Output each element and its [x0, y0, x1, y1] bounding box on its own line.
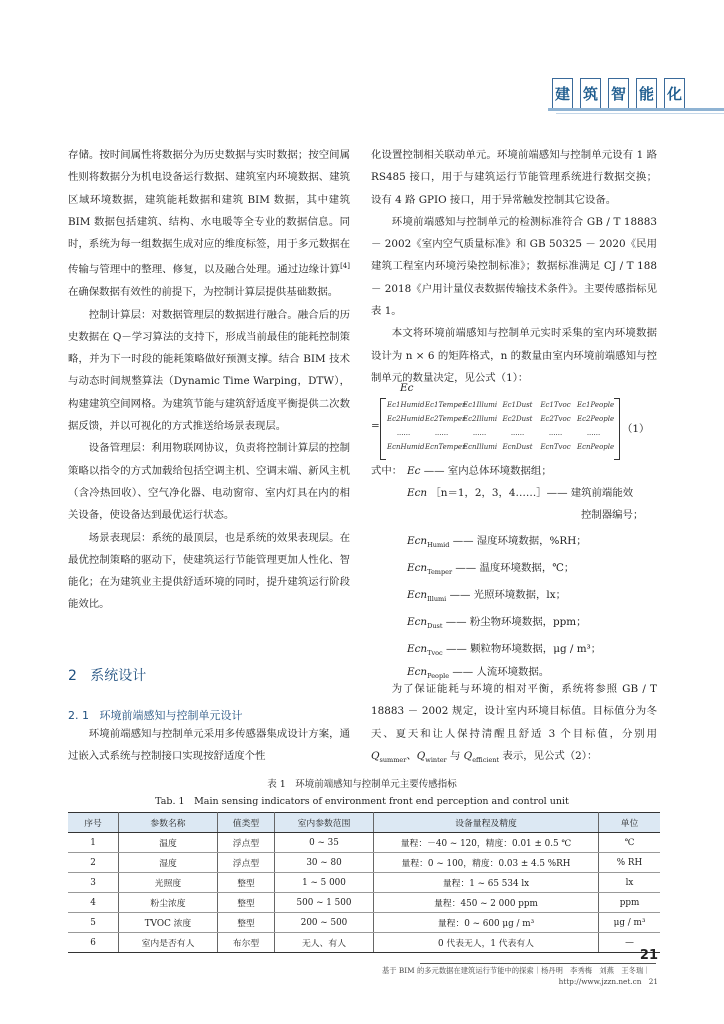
- matrix-cell: Ec1People: [577, 401, 615, 409]
- table-cell: 布尔型: [218, 933, 275, 953]
- table-cell: 光照度: [119, 873, 218, 893]
- matrix-cell: Ec2Humid: [387, 415, 425, 423]
- table-cell: 4: [68, 893, 119, 913]
- journal-char: 筑: [580, 78, 601, 110]
- table-cell: 0 代表无人，1 代表有人: [374, 933, 599, 953]
- paragraph: 存储。按时间属性将数据分为历史数据与实时数据；按空间属性则将数据分为机电设备运行数据、建筑室内环境数据、建筑区域环境数据，建筑能耗数据和建筑 BIM 数据，其中建筑 BIM 数据包括建筑、结构、水电暖等全专业的数据信息。同时，系统为每一组数据生成对应的维度标签，用于多元数据在传输与管理中的整理、修复，以及融合处理。通过边缘计算[4]在确保数据有效性的前提下，为控制计算层提供基础数据。: [68, 149, 350, 299]
- matrix-cell: EcnPeople: [577, 443, 615, 451]
- equation-number: （1）: [622, 423, 650, 435]
- matrix-cell: EcnIllumi: [463, 443, 498, 451]
- table-cell: 2: [68, 853, 119, 873]
- paragraph: 本文将环境前端感知与控制单元实时采集的室内环境数据设计为 n × 6 的矩阵格式，n 的数量由室内环境前端感知与控制单元的数量决定，见公式（1）：: [371, 327, 657, 384]
- definition-item: Ec —— 室内总体环境数据组；: [407, 465, 552, 477]
- table-cell: 1 ~ 5 000: [275, 873, 374, 893]
- paragraph: 设备管理层：利用物联网协议，负责将控制计算层的控制策略以指令的方式加载给包括空调主机、空调末端、新风主机（含冷热回收）、空气净化器、电动窗帘、室内灯具在内的相关设备，使设备达到最优运行状态。: [68, 442, 350, 522]
- table-cell: 量程：1 ~ 65 534 lx: [374, 873, 599, 893]
- column-header: 序号: [68, 813, 119, 833]
- paragraph: 场景表现层：系统的最顶层，也是系统的效果表现层。在最优控制策略的驱动下，使建筑运行节能管理更加人性化、智能化；在为建筑业主提供舒适环境的同时，提升建筑运行阶段能效比。: [68, 531, 350, 611]
- table-cell: TVOC 浓度: [119, 913, 218, 933]
- paragraph: 化设置控制相关联动单元。环境前端感知与控制单元设有 1 路 RS485 接口，用于与建筑运行节能管理系统进行数据交换；设有 4 路 GPIO 接口，用于异常触发控制其它设备。: [371, 149, 657, 206]
- matrix-cell: ......: [434, 429, 449, 437]
- journal-banner: [548, 74, 724, 116]
- table-row: [68, 873, 660, 893]
- matrix-cell: ......: [548, 429, 563, 437]
- matrix-cell: Ec2Temper: [425, 415, 466, 423]
- column-header: 参数名称: [119, 813, 218, 833]
- matrix-cell: Ec1Illumi: [463, 401, 498, 409]
- table-cell: 30 ~ 80: [275, 853, 374, 873]
- table-cell: % RH: [599, 853, 661, 873]
- table-cell: 浮点型: [218, 833, 275, 853]
- right-column: [371, 144, 657, 389]
- table-cell: 整型: [218, 873, 275, 893]
- table-cell: 整型: [218, 913, 275, 933]
- banner-rule: [548, 108, 724, 111]
- definition-item: Ecn$_{Temper}$ —— 温度环境数据，℃；: [407, 562, 575, 577]
- footer-citation: 基于 BIM 的多元数据在建筑运行节能中的探索｜杨丹明 李秀梅 刘燕 王冬瑞｜: [382, 966, 651, 975]
- table-cell: 5: [68, 913, 119, 933]
- table-cell: 整型: [218, 893, 275, 913]
- table-cell: 6: [68, 933, 119, 953]
- table-header-row: [68, 813, 660, 833]
- footer-url: http://www.jzzn.net.cn 21: [558, 977, 658, 986]
- table-row: [68, 893, 660, 913]
- table-cell: 浮点型: [218, 853, 275, 873]
- journal-char: 建: [552, 78, 573, 110]
- matrix-cell: EcnTvoc: [540, 443, 571, 451]
- journal-char: 能: [636, 78, 657, 110]
- matrix-cell: EcnTemper: [425, 443, 466, 451]
- table-cell: 500 ~ 1 500: [275, 893, 374, 913]
- matrix-cell: Ec1Humid: [387, 401, 425, 409]
- table-cell: 1: [68, 833, 119, 853]
- definition-item: Ecn$_{Humid}$ —— 湿度环境数据，%RH；: [407, 535, 587, 550]
- journal-char: 智: [608, 78, 629, 110]
- matrix-cell: ......: [586, 429, 601, 437]
- matrix: [387, 401, 613, 457]
- matrix-cell: ......: [396, 429, 411, 437]
- column-header: 单位: [599, 813, 661, 833]
- definition-item: Ecn ［n＝1，2，3，4……］—— 建筑前端能效: [407, 487, 634, 499]
- equation-lhs: Ec: [400, 382, 414, 394]
- where-label: 式中：: [371, 465, 403, 477]
- definition-item: Ecn$_{Illumi}$ —— 光照环境数据，lx；: [407, 589, 566, 604]
- table-cell: 量程：0 ~ 100，精度：0.03 ± 4.5 %RH: [374, 853, 599, 873]
- table-cell: 室内是否有人: [119, 933, 218, 953]
- right-column-tail: [371, 678, 657, 771]
- journal-char: 化: [664, 78, 685, 110]
- definition-item: Ecn$_{Tvoc}$ —— 颗粒物环境数据，μg / m³；: [407, 643, 602, 658]
- matrix-cell: Ec2Tvoc: [540, 415, 571, 423]
- matrix-cell: Ec1Dust: [502, 401, 533, 409]
- paragraph: 环境前端感知与控制单元的检测标准符合 GB / T 18883 － 2002《室内空气质量标准》和 GB 50325 － 2020《民用建筑工程室内环境污染控制标准》；数据标准满足 CJ / T 188 － 2018《户用计量仪表数据传输技术条件》。主要传感指标见表 1。: [371, 215, 657, 318]
- paragraph: 环境前端感知与控制单元采用多传感器集成设计方案，通过嵌入式系统与控制接口实现按舒适度个性: [68, 728, 350, 763]
- matrix-cell: ......: [510, 429, 525, 437]
- table-cell: 量程：0 ~ 600 μg / m³: [374, 913, 599, 933]
- symbol-definitions: [371, 460, 657, 660]
- left-column-tail: [68, 723, 350, 768]
- table-cell: 0 ~ 35: [275, 833, 374, 853]
- footer-rule: [420, 963, 656, 964]
- subsection-heading: 2. 1 环境前端感知与控制单元设计: [68, 709, 243, 722]
- table-cell: 量程：450 ~ 2 000 ppm: [374, 893, 599, 913]
- matrix-cell: Ec2Illumi: [463, 415, 498, 423]
- matrix-bracket-left: [380, 398, 386, 460]
- table-cell: 无人、有人: [275, 933, 374, 953]
- definition-item: Ecn$_{Dust}$ —— 粉尘物环境数据，ppm；: [407, 616, 587, 631]
- table-row: [68, 933, 660, 953]
- matrix-cell: Ec1Tvoc: [540, 401, 571, 409]
- citation-ref: [4]: [340, 262, 350, 271]
- banner-rule-thin: [556, 113, 724, 114]
- table-caption: 表 1 环境前端感知与控制单元主要传感指标: [267, 779, 457, 790]
- definition-item: Ecn$_{People}$ —— 人流环境数据。: [407, 666, 550, 681]
- section-heading: 2 系统设计: [68, 668, 147, 684]
- matrix-cell: Ec2Dust: [502, 415, 533, 423]
- matrix-cell: ......: [472, 429, 487, 437]
- table-cell: 粉尘浓度: [119, 893, 218, 913]
- table-cell: 温度: [119, 833, 218, 853]
- matrix-bracket-right: [614, 398, 620, 460]
- matrix-cell: Ec1Temper: [425, 401, 466, 409]
- sensor-table: [68, 812, 660, 953]
- table-cell: —: [599, 933, 661, 953]
- paragraph: 为了保证能耗与环境的相对平衡，系统将参照 GB / T 18883 － 2002 规定，设计室内环境目标值。目标值分为冬天、夏天和让人保持清醒且舒适 3 个目标值，分别用 $Q_{summer}$、$Q_{winter}$ 与 $Q_{efficient}$ 表示，见公式（2）：: [371, 683, 657, 764]
- paragraph: 控制计算层：对数据管理层的数据进行融合。融合后的历史数据在 Q－学习算法的支持下，形成当前最佳的能耗控制策略，并为下一时段的能耗策略做好预测支撑。结合 BIM 技术与动态时间规整算法（Dynamic Time Warping，DTW），构建建筑空间网格。为建筑节能与建筑舒适度平衡提供二次数据反馈，并以可视化的方式推送给场景表现层。: [68, 308, 350, 433]
- equals-sign: =: [371, 420, 380, 432]
- table-cell: ℃: [599, 833, 661, 853]
- matrix-cell: EcnHumid: [387, 443, 425, 451]
- matrix-cell: EcnDust: [502, 443, 533, 451]
- table-cell: 200 ~ 500: [275, 913, 374, 933]
- table-caption-en: Tab. 1 Main sensing indicators of environment front end perception and control unit: [155, 796, 569, 807]
- table-cell: μg / m³: [599, 913, 661, 933]
- left-column: [68, 144, 350, 616]
- table-cell: 量程：－40 ~ 120，精度：0.01 ± 0.5 ℃: [374, 833, 599, 853]
- table-cell: 3: [68, 873, 119, 893]
- definition-item: 控制器编号；: [581, 509, 644, 521]
- table-row: [68, 853, 660, 873]
- column-header: 值类型: [218, 813, 275, 833]
- column-header: 设备量程及精度: [374, 813, 599, 833]
- table-cell: lx: [599, 873, 661, 893]
- table-row: [68, 913, 660, 933]
- matrix-cell: Ec2People: [577, 415, 615, 423]
- table-cell: 湿度: [119, 853, 218, 873]
- column-header: 室内参数范围: [275, 813, 374, 833]
- page-number: 21: [639, 948, 658, 963]
- table-cell: ppm: [599, 893, 661, 913]
- table-row: [68, 833, 660, 853]
